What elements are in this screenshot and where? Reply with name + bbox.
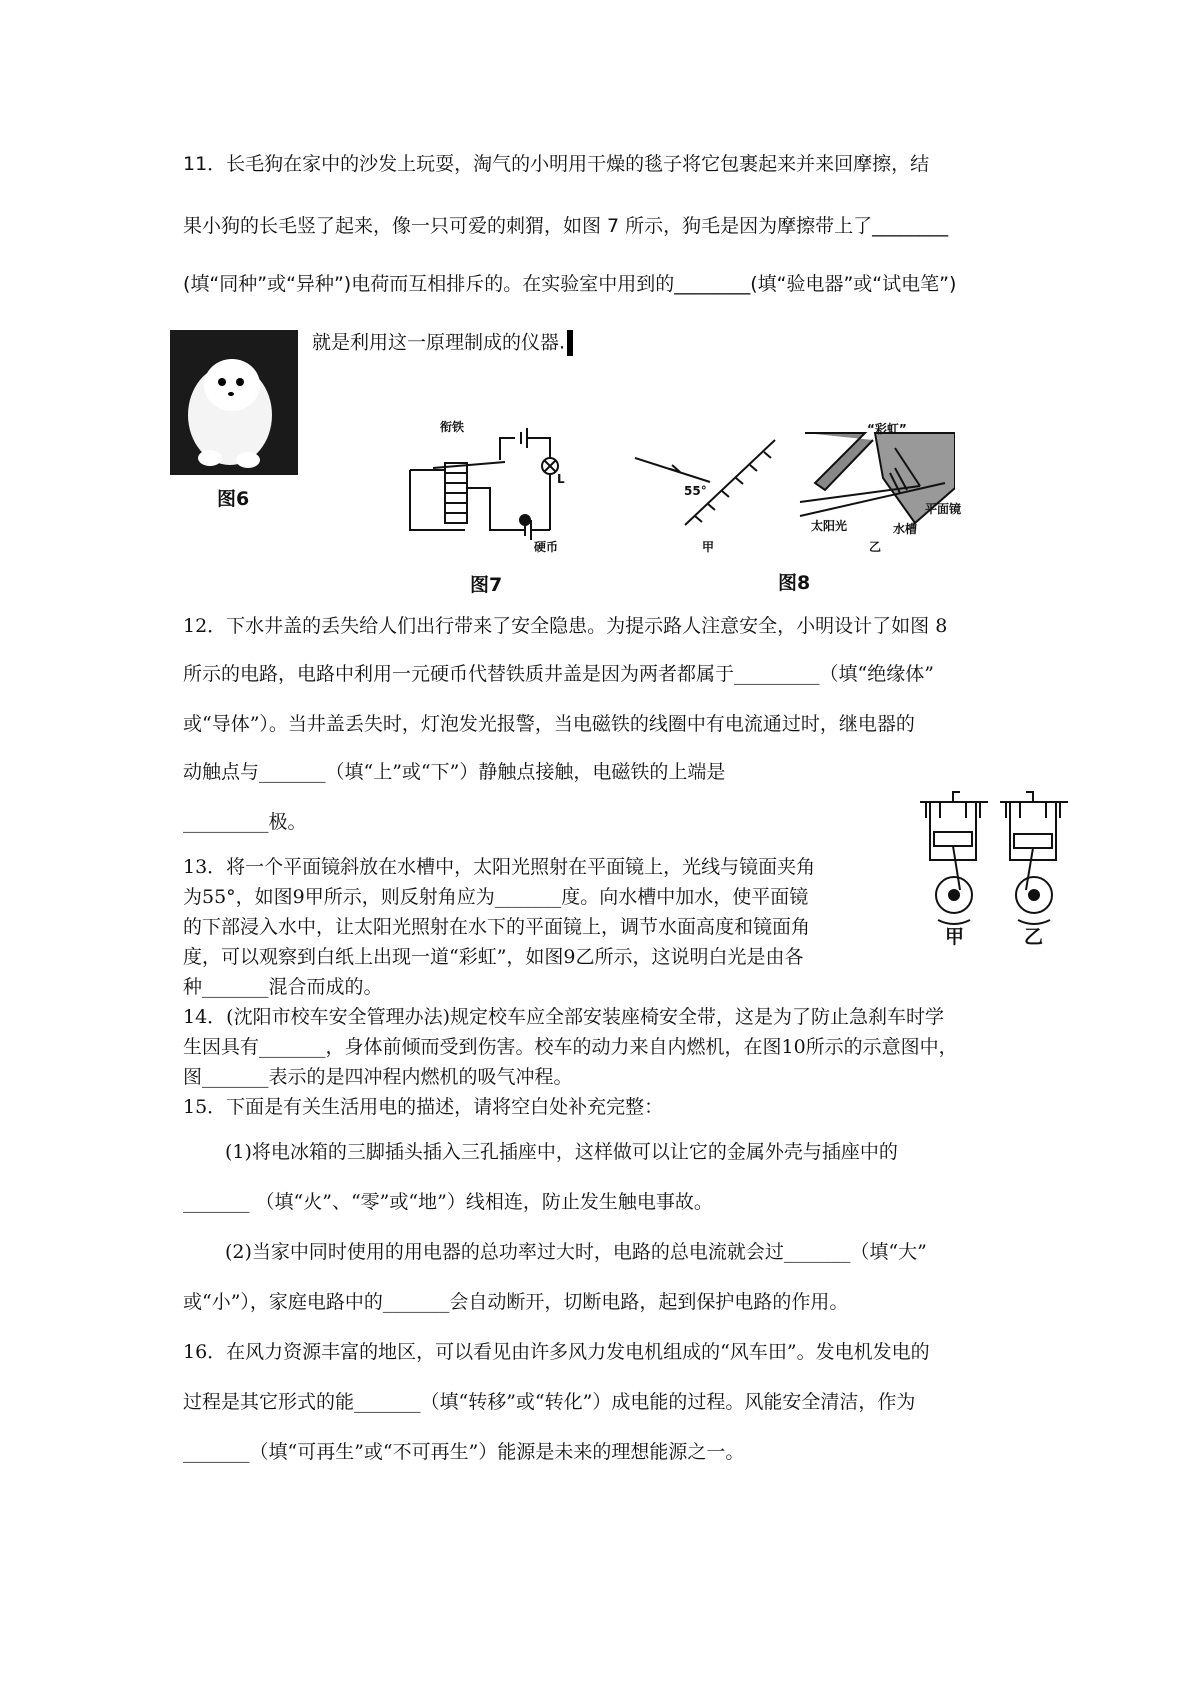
fig8-label-tank: 水槽: [893, 522, 918, 536]
q15-line-3: _______ （填“火”、“零”或“地”）线相连，防止发生触电事故。: [183, 1191, 713, 1213]
q13-line-2: 为55°，如图9甲所示，则反射角应为_______度。向水槽中加水，使平面镜: [183, 886, 809, 908]
q14-line-1: 14．(沈阳市校车安全管理办法)规定校车应全部安装座椅安全带，这是为了防止急刹车时学: [183, 1006, 945, 1028]
figure-9-engines: [918, 790, 1068, 950]
figure-6-dog-photo: [170, 330, 298, 480]
fig7-label-coin: 硬币: [534, 540, 559, 554]
q14-line-3: 图_______表示的是四冲程内燃机的吸气冲程。: [183, 1066, 573, 1088]
fig8-label-angle: 55°: [684, 484, 707, 498]
q11-line-3: (填“同种”或“异种”)电荷而互相排斥的。在实验室中用到的________(填“验电器”或“试电笔”): [183, 273, 957, 295]
q11-line-4: 就是利用这一原理制成的仪器.: [312, 330, 573, 356]
q15-line-5: 或“小”），家庭电路中的_______会自动断开，切断电路，起到保护电路的作用。: [183, 1291, 849, 1313]
q12-line-3: 或“导体”）。当井盖丢失时，灯泡发光报警，当电磁铁的线圈中有电流通过时，继电器的: [183, 713, 915, 735]
q16-line-3: _______（填“可再生”或“不可再生”）能源是未来的理想能源之一。: [183, 1441, 745, 1463]
q12-line-5: _________极。: [183, 811, 307, 833]
fig8-label-yi: 乙: [869, 540, 882, 554]
text-cursor: [567, 330, 573, 356]
q13-line-1: 13．将一个平面镜斜放在水槽中，太阳光照射在平面镜上，光线与镜面夹角: [183, 856, 816, 878]
q13-line-4: 度，可以观察到白纸上出现一道“彩虹”，如图9乙所示，这说明白光是由各: [183, 946, 804, 968]
figure-8-caption: 图8: [778, 572, 811, 594]
fig8-label-mirror: 平面镜: [925, 502, 962, 516]
q14-line-2: 生因具有_______，身体前倾而受到伤害。校车的动力来自内燃机，在图10所示的示意图中，: [183, 1036, 958, 1058]
figure-7-caption: 图7: [470, 574, 503, 596]
fig8-label-rainbow: “彩虹”: [867, 422, 907, 436]
q15-line-2: (1)将电冰箱的三脚插头插入三孔插座中，这样做可以让它的金属外壳与插座中的: [225, 1141, 898, 1163]
q16-line-2: 过程是其它形式的能_______（填“转移”或“转化”）成电能的过程。风能安全清洁，作为: [183, 1391, 916, 1413]
fig9-label-jia: 甲: [945, 926, 965, 948]
fig7-label-lamp: L: [557, 472, 565, 486]
fig8-label-jia: 甲: [702, 540, 715, 554]
q13-line-3: 的下部浸入水中，让太阳光照射在水下的平面镜上，调节水面高度和镜面角: [183, 916, 811, 938]
q16-line-1: 16．在风力资源丰富的地区，可以看见由许多风力发电机组成的“风车田”。发电机发电的: [183, 1341, 930, 1363]
q11-line-1: 11．长毛狗在家中的沙发上玩耍，淘气的小明用干燥的毯子将它包裹起来并来回摩擦，结: [183, 153, 930, 175]
q15-line-4: (2)当家中同时使用的用电器的总功率过大时，电路的总电流就会过_______（填“大”: [225, 1241, 927, 1263]
q12-line-4: 动触点与_______（填“上”或“下”）静触点接触，电磁铁的上端是: [183, 761, 726, 783]
q12-line-1: 12．下水井盖的丢失给人们出行带来了安全隐患。为提示路人注意安全，小明设计了如图 8: [183, 615, 948, 637]
figure-8-jia-mirror: [630, 430, 780, 530]
q15-line-1: 15．下面是有关生活用电的描述，请将空白处补充完整：: [183, 1096, 664, 1118]
figure-6-caption: 图6: [217, 488, 250, 510]
fig7-label-armature: 衔铁: [440, 420, 465, 434]
q12-line-2: 所示的电路，电路中利用一元硬币代替铁质井盖是因为两者都属于_________（填“绝缘体”: [183, 663, 934, 685]
q13-line-5: 种_______混合而成的。: [183, 976, 383, 998]
q11-line-2: 果小狗的长毛竖了起来，像一只可爱的刺猬，如图 7 所示，狗毛是因为摩擦带上了________: [183, 215, 949, 237]
fig8-label-sun: 太阳光: [811, 519, 848, 533]
fig9-label-yi: 乙: [1024, 926, 1044, 948]
